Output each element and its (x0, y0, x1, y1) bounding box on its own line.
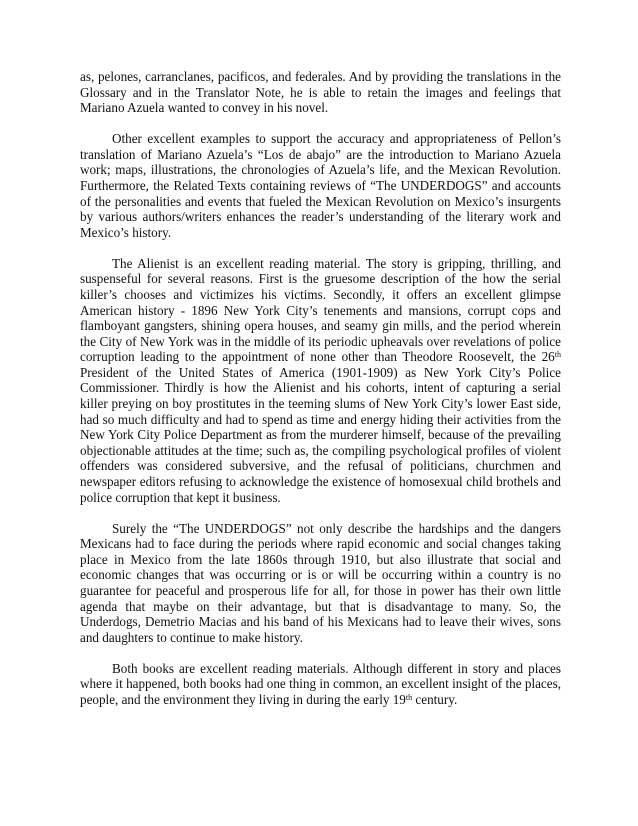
paragraph-text: President of the United States of America (1901-1909) as New York City’s Police Commissioner. Thirdly is how the Alienist and his cohorts, intent of capturing a serial killer preying on boy prostitutes in the teeming slums of New York City’s lower East side, had so much difficulty and had to spend as time and energy hiding their activities from the New York City Police Department as from the murderer himself, because of the prevailing objectionable attitudes at the time; such as, the compiling psychological profiles of violent offenders was considered subversive, and the refusal of politicians, churchmen and newspaper editors refusing to acknowledge the existence of homosexual child brothels and police corruption that kept it business. (80, 364, 561, 505)
paragraph-text: Other excellent examples to support the accuracy and appropriateness of Pellon’s translation of Mariano Azuela’s “Los de abajo” are the introduction to Mariano Azuela work; maps, illustrations, the chronologies of Azuela’s life, and the Mexican Revolution. Furthermore, the Related Texts containing reviews of “The UNDERDOGS” and accounts of the personalities and events that fueled the Mexican Revolution on Mexico’s insurgents by various authors/writers enhances the reader’s understanding of the literary work and Mexico’s history. (80, 131, 561, 240)
paragraph (80, 521, 561, 646)
paragraph-text: century. (412, 691, 458, 707)
body-text (80, 69, 561, 723)
paragraph (80, 661, 561, 708)
paragraph-text: Both books are excellent reading materials. Although different in story and places where it happened, both books had one thing in common, an excellent insight of the places, people, and the environment they living in during the early 19 (80, 660, 561, 707)
paragraph-text: Surely the “The UNDERDOGS” not only describe the hardships and the dangers Mexicans had to face during the periods where rapid economic and social changes taking place in Mexico from the late 1860s through 1910, but also illustrate that social and economic changes that was occurring or is or will be occurring within a country is no guarantee for peaceful and prosperous life for all, for those in power has their own little agenda that maybe on their advantage, but that is disadvantage to many. So, the Underdogs, Demetrio Macias and his band of his Mexicans had to leave their wives, sons and daughters to continue to make history. (80, 520, 561, 645)
paragraph (80, 69, 561, 116)
paragraph (80, 256, 561, 506)
superscript: th (405, 692, 413, 702)
paragraph-text: as, pelones, carranclanes, pacificos, and federales. And by providing the translations in the Glossary and in the Translator Note, he is able to retain the images and feelings that Mariano Azuela wanted to convey in his novel. (80, 69, 561, 116)
paragraph (80, 131, 561, 240)
superscript: th (554, 350, 561, 360)
paragraph-text: The Alienist is an excellent reading material. The story is gripping, thrilling, and suspenseful for several reasons. First is the gruesome description of the how the serial killer’s chooses and victimizes his victims. Secondly, it offers an excellent glimpse American history - 1896 New York City’s tenements and mansions, corrupt cops and flamboyant gangsters, shining opera houses, and seamy gin mills, and the period wherein the City of New York was in the middle of its periodic upheavals over revelations of police corruption leading to the appointment of none other than Theodore Roosevelt, the 26 (80, 255, 561, 365)
